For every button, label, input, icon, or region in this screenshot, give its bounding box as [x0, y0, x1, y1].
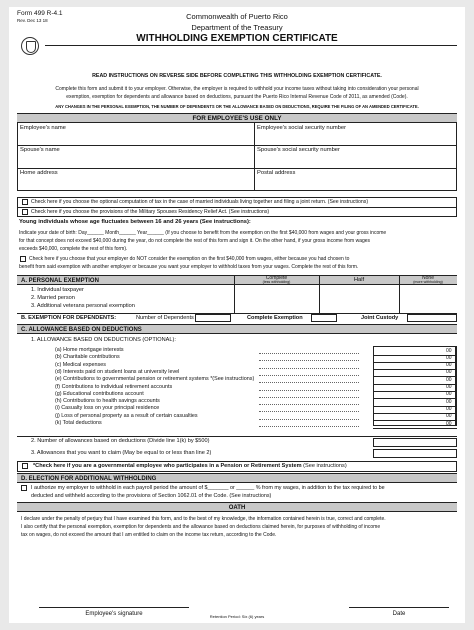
leader-dots — [259, 368, 359, 369]
deduction-label: (g) Educational contributions account — [55, 390, 144, 397]
col-half: Half — [353, 277, 365, 283]
deduction-amount-input[interactable] — [373, 362, 457, 363]
employee-name-field[interactable]: Employee's name — [20, 125, 66, 131]
deduction-amount-input[interactable] — [373, 376, 457, 377]
use-only-label: FOR EMPLOYEE'S USE ONLY — [192, 115, 282, 122]
leader-dots — [259, 390, 359, 391]
date-label: Date — [392, 611, 406, 617]
section-c-label: C. ALLOWANCE BASED ON DEDUCTIONS — [21, 327, 142, 333]
cents-label: 00 — [446, 391, 452, 398]
postal-address-field[interactable]: Postal address — [257, 170, 296, 176]
section-d-label: D. ELECTION FOR ADDITIONAL WITHHOLDING — [21, 476, 157, 482]
allowances-number-input[interactable] — [373, 438, 457, 447]
col-none: None — [422, 274, 434, 281]
cents-label: 00 — [446, 405, 452, 412]
instructions-p2: exemption, exemption for dependents and allowance based on deductions, pursuant the Puerto Rico Internal Revenue Code of 2011, as amended (Code). — [66, 94, 408, 100]
spouse-name-field[interactable]: Spouse's name — [20, 147, 60, 153]
employee-info-box — [17, 123, 457, 191]
leader-dots — [259, 382, 359, 383]
deduction-label: (f) Contributions to individual retirement accounts — [55, 383, 173, 390]
section-c-bar — [17, 324, 457, 334]
home-address-field[interactable]: Home address — [20, 170, 58, 176]
deduction-label: (b) Charitable contributions — [55, 354, 120, 361]
department-line: Department of the Treasury — [191, 23, 283, 32]
allowances-claim-input[interactable] — [373, 449, 457, 458]
cents-label: 00 — [446, 369, 452, 376]
veterans-exemption: 3. Additional veterans personal exemption — [31, 303, 135, 309]
col-complete-sub: (less withholding) — [262, 279, 291, 284]
gov-employee-checkbox[interactable] — [22, 463, 28, 469]
additional-withholding-checkbox[interactable] — [21, 485, 27, 491]
col-complete: Complete — [265, 274, 288, 281]
form-number: Form 499 R-4.1 — [17, 10, 63, 17]
instructions-p3: ANY CHANGES IN THE PERSONAL EXEMPTION, THE NUMBER OF DEPENDENTS OR THE ALLOWANCE BASED ON DEDUCTIONS, REQUIRE THE FILING OF AN AMENDED CERTIFICATE. — [55, 104, 419, 109]
gov-employee-label: *Check here if you are a governmental employee who participates in a Pension or Retirement System (See instructions) — [33, 463, 347, 469]
young-heading: Young individuals whose age fluctuates between 16 and 26 years (See instructions): — [19, 219, 251, 225]
young-line1: Indicate your date of birth: Day______ Month______ Year______ (If you choose to benefit from the exemption on the first $40,000 from wages and your gross income — [19, 230, 387, 236]
use-only-bar — [17, 113, 457, 123]
allowances-claim-line: 3. Allowances that you want to claim (May be equal to or less than line 2) — [31, 450, 212, 456]
deduction-label: (i) Casualty loss on your principal residence — [55, 405, 160, 412]
allowances-number-line: 2. Number of allowances based on deductions (Divide line 1(k) by $500) — [31, 438, 210, 444]
form-title: WITHHOLDING EXEMPTION CERTIFICATE — [136, 33, 338, 44]
cents-label: 00 — [446, 362, 452, 369]
additional-withholding-line1: I authorize my employer to withhold in each payroll period the amount of $_______ or ______ % from my wages, in addition to the tax required to be — [31, 485, 385, 491]
deduction-label: (c) Medical expenses — [55, 361, 106, 368]
deductions-amount-column — [373, 346, 457, 426]
employee-ssn-field[interactable]: Employee's social security number — [257, 125, 347, 131]
oath-line1: I declare under the penalty of perjury that I have examined this form, and to the best of my knowledge, the information contained herein is true, correct and complete. — [21, 516, 386, 522]
oath-bar — [17, 502, 457, 512]
leader-dots — [259, 426, 359, 427]
retention-period: Retention Period: Six (6) years — [209, 614, 265, 619]
leader-dots — [259, 353, 359, 354]
joint-custody-input[interactable] — [407, 314, 457, 322]
section-a-label: A. PERSONAL EXEMPTION — [21, 278, 99, 284]
section-b-label: B. EXEMPTION FOR DEPENDENTS: — [21, 315, 117, 321]
deduction-label: (h) Contributions to health savings accounts — [55, 398, 160, 405]
individual-taxpayer: 1. Individual taxpayer — [31, 287, 84, 293]
optional-computation-label: Check here if you choose the optional computation of tax in the case of married individuals living together and filing a joint return. (See instructions) — [31, 199, 369, 205]
cents-label: 00 — [446, 420, 452, 427]
revision-date: Rev. Dec 13 18 — [17, 18, 48, 23]
deduction-amount-input[interactable] — [373, 355, 457, 356]
form-page — [9, 7, 465, 623]
joint-custody-label: Joint Custody — [361, 315, 399, 321]
leader-dots — [259, 360, 359, 361]
read-instructions: READ INSTRUCTIONS ON REVERSE SIDE BEFORE COMPLETING THIS WITHHOLDING EXEMPTION CERTIFICATE. — [92, 73, 382, 79]
young-line2: for that concept does not exceed $40,000 during the year, do not complete the rest of this form and sign it. On the other hand, if your gross income from wages — [19, 238, 371, 244]
allowance-optional-label: 1. ALLOWANCE BASED ON DEDUCTIONS (OPTIONAL): — [31, 337, 176, 343]
leader-dots — [259, 397, 359, 398]
section-d-bar — [17, 473, 457, 483]
cents-label: 00 — [446, 354, 452, 361]
instructions-p1: Complete this form and submit it to your employer. Otherwise, the employer is required to withhold your income taxes without taking into consideration your personal — [55, 86, 419, 92]
married-person: 2. Married person — [31, 295, 75, 301]
young-check-line1: Check here if you choose that your employer do NOT consider the exemption on the first $40,000 from wages, either because you had chosen to — [29, 256, 350, 262]
cents-label: 00 — [446, 398, 452, 405]
deduction-amount-input[interactable] — [373, 413, 457, 414]
deduction-amount-input[interactable] — [373, 391, 457, 392]
complete-exemption-input[interactable] — [311, 314, 337, 322]
leader-dots — [259, 411, 359, 412]
deduction-amount-input[interactable] — [373, 428, 457, 429]
leader-dots — [259, 419, 359, 420]
additional-withholding-line2: deducted and withheld according to the provisions of Section 1062.01 of the Code. (See instructions) — [31, 493, 272, 499]
optional-computation-checkbox[interactable] — [22, 199, 28, 205]
date-line[interactable] — [349, 607, 449, 608]
deduction-label: (j) Loss of personal property as a result of certain casualties — [55, 412, 198, 419]
military-spouses-checkbox[interactable] — [22, 209, 28, 215]
number-of-dependents: Number of Dependents — [136, 315, 194, 321]
spouse-ssn-field[interactable]: Spouse's social security number — [257, 147, 340, 153]
deduction-label: (e) Contributions to governmental pension or retirement systems *(See instructions) — [55, 376, 255, 383]
commonwealth-line: Commonwealth of Puerto Rico — [186, 12, 288, 21]
deduction-amount-input[interactable] — [373, 398, 457, 399]
cents-label: 00 — [446, 347, 452, 354]
deduction-amount-input[interactable] — [373, 406, 457, 407]
dependents-count-input[interactable] — [195, 314, 231, 322]
young-line3: exceeds $40,000, complete the rest of this form). — [19, 246, 128, 252]
oath-label: OATH — [228, 505, 246, 511]
leader-dots — [259, 404, 359, 405]
title-rule — [45, 45, 457, 46]
military-spouses-label: Check here if you choose the provisions of the Military Spouses Residency Relief Act. (See instructions) — [31, 209, 270, 215]
young-exemption-checkbox[interactable] — [20, 256, 26, 262]
complete-exemption-label: Complete Exemption — [247, 315, 303, 321]
cents-label: 00 — [446, 376, 452, 383]
deduction-amount-input[interactable] — [373, 384, 457, 385]
deduction-label: (d) Interests paid on student loans at university level — [55, 368, 180, 375]
cents-label: 00 — [446, 413, 452, 420]
cents-label: 00 — [446, 384, 452, 390]
leader-dots — [259, 375, 359, 376]
deduction-label: (k) Total deductions — [55, 420, 102, 426]
col-none-sub: (more withholding) — [413, 279, 443, 284]
deduction-amount-input[interactable] — [373, 420, 457, 421]
oath-line3: tax on wages, do not exceed the amount that I am entitled to claim on the income tax return, according to the Code. — [21, 532, 277, 538]
employee-signature-label: Employee's signature — [85, 611, 143, 617]
oath-line2: I also certify that the personal exemption, exemption for dependents and the allowance based on deductions claimed herein, for purposes of withholding of income — [21, 524, 381, 530]
deduction-label: (a) Home mortgage interests — [55, 347, 124, 353]
young-check-line2: benefit from said exemption with another employer or because you want your employer to withhold taxes from your wages. Complete the rest of this form. — [19, 264, 359, 270]
signature-line[interactable] — [39, 607, 189, 608]
deduction-amount-input[interactable] — [373, 369, 457, 370]
